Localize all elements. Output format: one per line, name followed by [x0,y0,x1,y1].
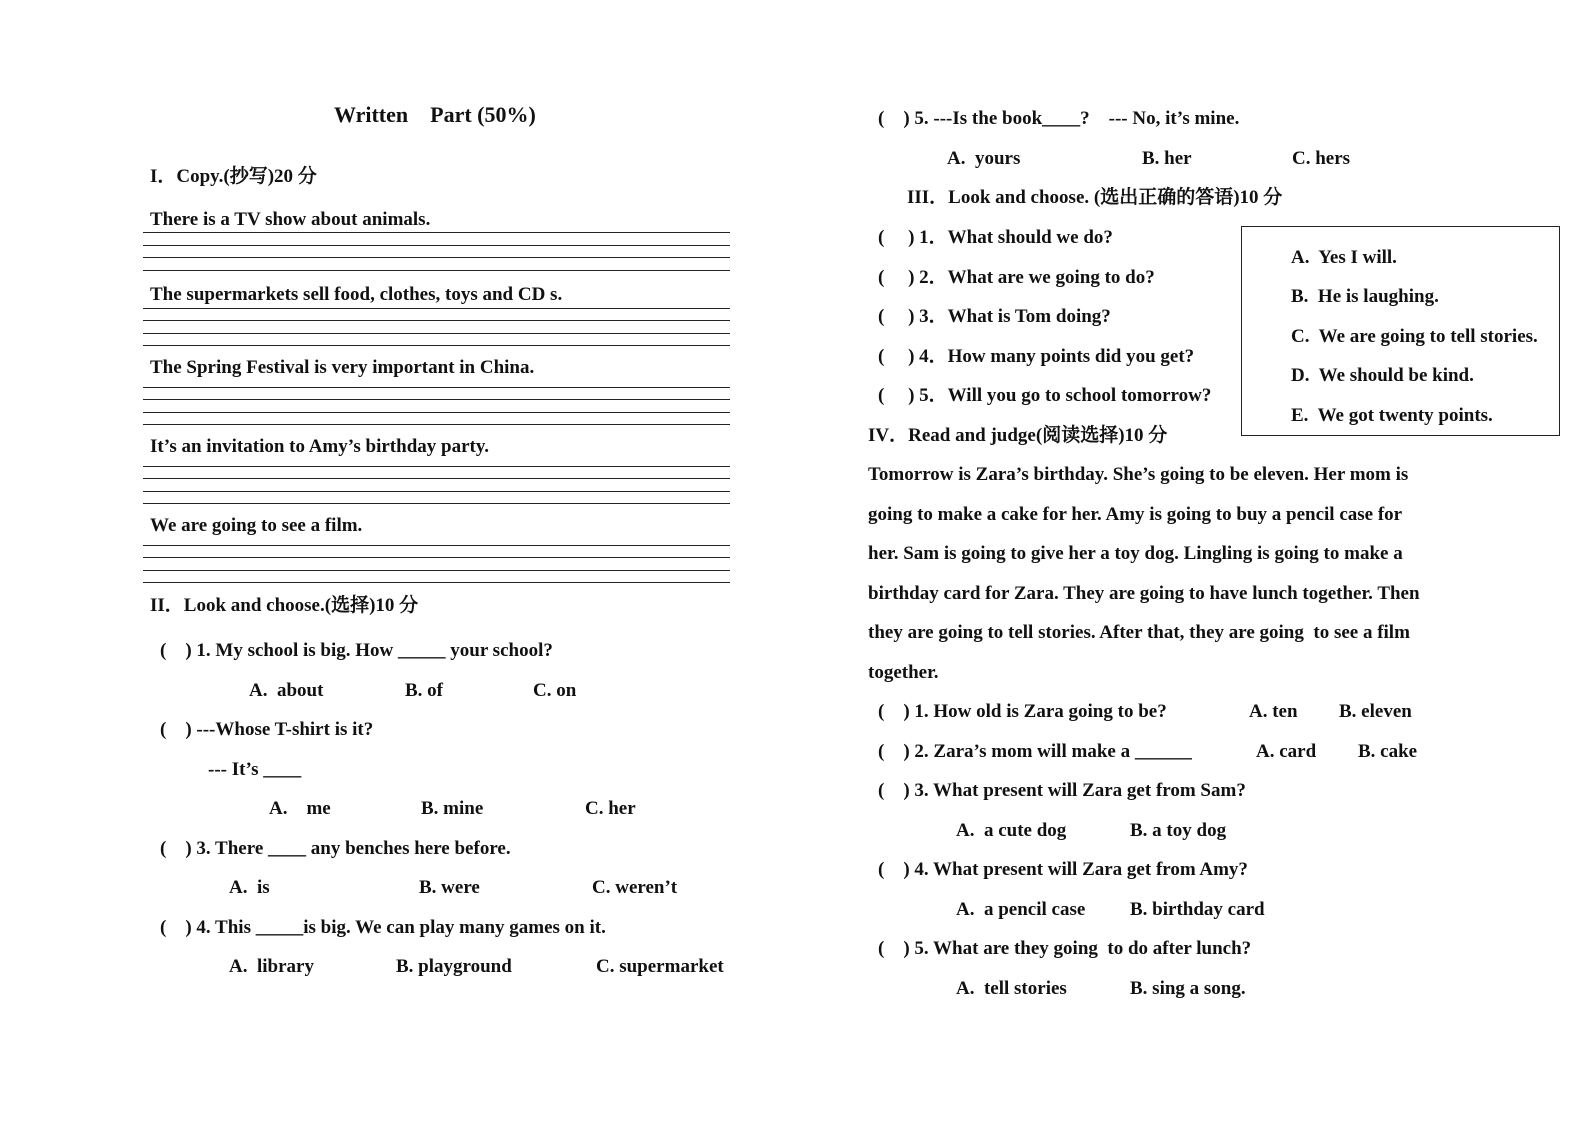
option: A. yours [947,148,1021,169]
option: A. ten [1249,701,1298,722]
question-stem: ( ) 3. There ____ any benches here before. [160,838,511,859]
writing-line [143,424,730,425]
copy-sentence-3: The Spring Festival is very important in China. [150,357,535,378]
option: B. a toy dog [1130,820,1227,841]
answer-option: E. We got twenty points. [1291,405,1493,426]
question-stem: ( ) ---Whose T-shirt is it? [160,719,374,740]
question-stem: ( ) 2．What are we going to do? [878,267,1155,288]
passage-line: they are going to tell stories. After that, they are going to see a film [868,622,1410,643]
writing-line [143,270,730,271]
question-stem: ( ) 4. What present will Zara get from Amy? [878,859,1248,880]
writing-line [143,545,730,546]
writing-line [143,491,730,492]
option: B. sing a song. [1130,978,1246,999]
writing-line [143,245,730,246]
option: C. hers [1292,148,1351,169]
section4-heading: IV．Read and judge(阅读选择)10 分 [868,425,1168,446]
question-stem-line2: --- It’s ____ [208,759,302,780]
question-stem: ( ) 5. ---Is the book____? --- No, it’s mine. [878,108,1240,129]
writing-line [143,503,730,504]
writing-line [143,570,730,571]
writing-line [143,412,730,413]
option: B. of [405,680,443,701]
copy-sentence-5: We are going to see a film. [150,515,363,536]
writing-line [143,320,730,321]
question-stem: ( ) 5. What are they going to do after lunch? [878,938,1252,959]
writing-line [143,387,730,388]
writing-line [143,333,730,334]
option: B. cake [1358,741,1418,762]
passage-line: together. [868,662,939,683]
option: B. birthday card [1130,899,1265,920]
option: C. weren’t [592,877,678,898]
copy-sentence-2: The supermarkets sell food, clothes, toys and CD s. [150,284,563,305]
option: C. supermarket [596,956,724,977]
option: A. card [1256,741,1317,762]
option: A. tell stories [956,978,1067,999]
writing-line [143,399,730,400]
answer-option: C. We are going to tell stories. [1291,326,1538,347]
section3-heading: III．Look and choose. (选出正确的答语)10 分 [907,187,1283,208]
option: B. playground [396,956,512,977]
option: B. eleven [1339,701,1412,722]
option: A. a cute dog [956,820,1067,841]
question-stem: ( ) 1. How old is Zara going to be? [878,701,1167,722]
writing-line [143,582,730,583]
answer-option: B. He is laughing. [1291,286,1439,307]
option: A. about [249,680,324,701]
writing-line [143,478,730,479]
writing-line [143,232,730,233]
question-stem: ( ) 1．What should we do? [878,227,1113,248]
copy-sentence-4: It’s an invitation to Amy’s birthday party. [150,436,490,457]
question-stem: ( ) 1. My school is big. How _____ your school? [160,640,553,661]
page-title: Written Part (50%) [334,102,536,127]
option: B. were [419,877,480,898]
option: B. mine [421,798,484,819]
answer-option: A. Yes I will. [1291,247,1397,268]
question-stem: ( ) 4. This _____is big. We can play many games on it. [160,917,606,938]
passage-line: going to make a cake for her. Amy is going to buy a pencil case for [868,504,1403,525]
question-stem: ( ) 5．Will you go to school tomorrow? [878,385,1212,406]
option: C. on [533,680,577,701]
option: A. library [229,956,314,977]
passage-line: birthday card for Zara. They are going to have lunch together. Then [868,583,1420,604]
passage-line: her. Sam is going to give her a toy dog. Lingling is going to make a [868,543,1403,564]
answer-option: D. We should be kind. [1291,365,1474,386]
section2-heading: II．Look and choose.(选择)10 分 [150,595,419,616]
writing-line [143,557,730,558]
option: C. her [585,798,636,819]
passage-line: Tomorrow is Zara’s birthday. She’s going to be eleven. Her mom is [868,464,1409,485]
writing-line [143,345,730,346]
writing-line [143,466,730,467]
copy-sentence-1: There is a TV show about animals. [150,209,431,230]
option: A. a pencil case [956,899,1086,920]
question-stem: ( ) 3. What present will Zara get from Sam? [878,780,1246,801]
option: A. is [229,877,270,898]
question-stem: ( ) 3．What is Tom doing? [878,306,1111,327]
section1-heading: I．Copy.(抄写)20 分 [150,166,317,187]
question-stem: ( ) 2. Zara’s mom will make a ______ [878,741,1192,762]
writing-line [143,308,730,309]
option: A. me [269,798,331,819]
option: B. her [1142,148,1192,169]
writing-line [143,257,730,258]
question-stem: ( ) 4．How many points did you get? [878,346,1195,367]
